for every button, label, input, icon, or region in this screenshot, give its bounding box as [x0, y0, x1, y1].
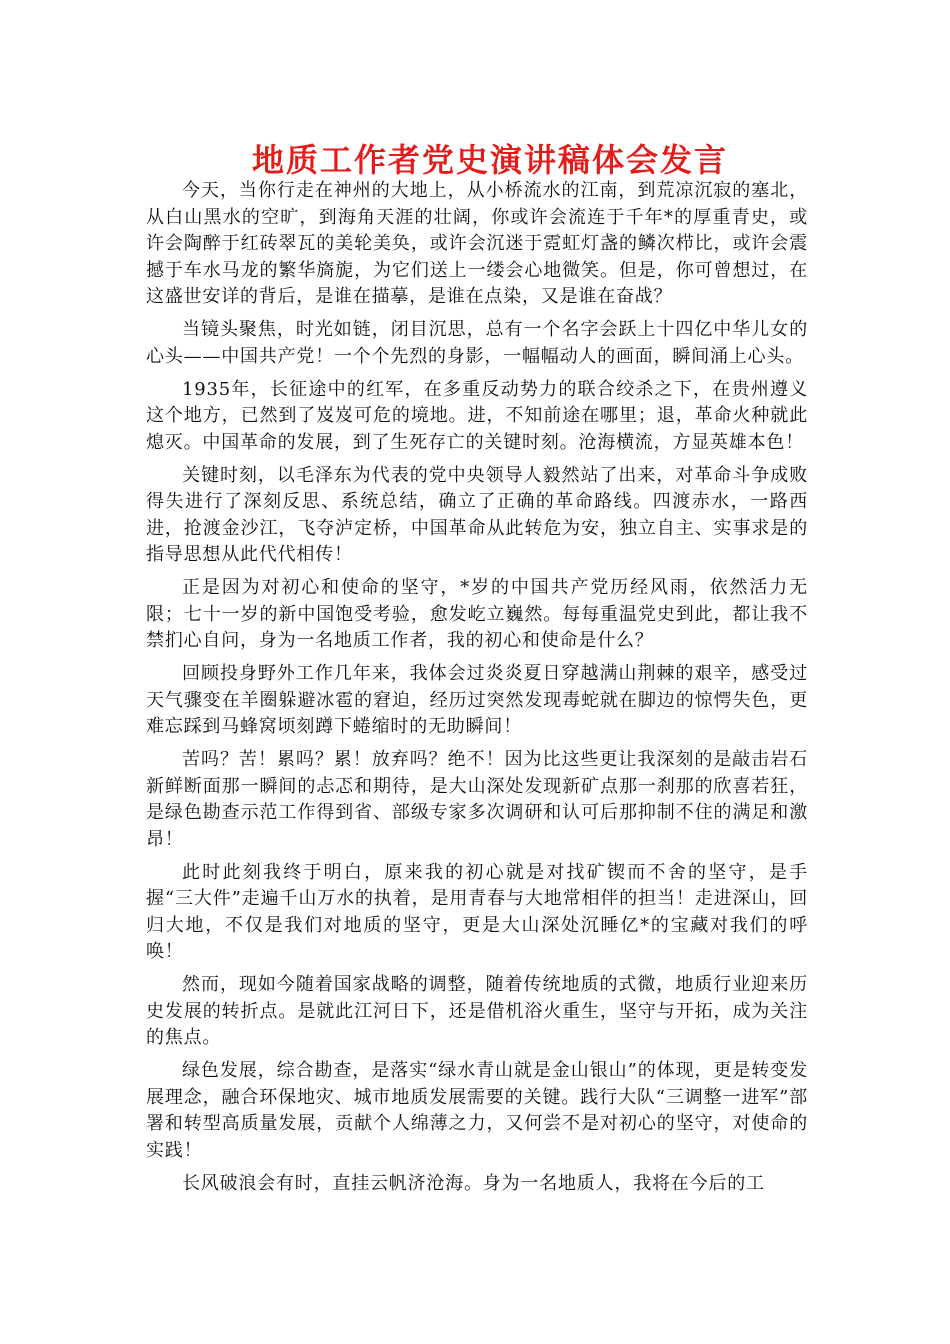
paragraph-11: 长风破浪会有时，直挂云帆济沧海。身为一名地质人，我将在今后的工 [182, 1172, 765, 1194]
paragraph-9: 然而，现如今随着国家战略的调整，随着传统地质的式微，地质行业迎来历史发展的转折点。是就此江河日下，还是借机浴火重生，坚守与开拓，成为关注的焦点。 [146, 974, 808, 1048]
paragraph-3: 1935年，长征途中的红军，在多重反动势力的联合绞杀之下，在贵州遵义这个地方，已然到了岌岌可危的境地。进，不知前途在哪里；退，革命火种就此熄灭。中国革命的发展，到了生死存亡的关键时刻。沧海横流，方显英雄本色！ [146, 378, 808, 453]
paragraph-2: 当镜头聚焦，时光如链，闭目沉思，总有一个名字会跃上十四亿中华儿女的心头——中国共产党！一个个先烈的身影，一幅幅动人的画面，瞬间涌上心头。 [146, 319, 808, 367]
paragraph-10: 绿色发展，综合勘查，是落实“绿水青山就是金山银山”的体现，更是转变发展理念，融合环保地灾、城市地质发展需要的关键。践行大队“三调整一进军”部署和转型高质量发展，贡献个人绵薄之力，又何尝不是对初心的坚守，对使命的实践！ [146, 1060, 808, 1161]
paragraph-5: 正是因为对初心和使命的坚守，*岁的中国共产党历经风雨，依然活力无限；七十一岁的新中国饱受考验，愈发屹立巍然。每每重温党史到此，都让我不禁扪心自问，身为一名地质工作者，我的初心和使命是什么？ [146, 577, 808, 651]
document-title: 地质工作者党史演讲稿体会发言 [251, 141, 728, 179]
paragraph-6: 回顾投身野外工作几年来，我体会过炎炎夏日穿越满山荆棘的艰辛，感受过天气骤变在羊圈躲避冰雹的窘迫，经历过突然发现毒蛇就在脚边的惊愕失色，更难忘踩到马蜂窝顷刻蹲下蜷缩时的无助瞬间！ [146, 663, 808, 737]
paragraph-8: 此时此刻我终于明白，原来我的初心就是对找矿锲而不舍的坚守，是手握“三大件”走遍千山万水的执着，是用青春与大地常相伴的担当！走进深山，回归大地，不仅是我们对地质的坚守，更是大山深处沉睡亿*的宝藏对我们的呼唤！ [146, 861, 808, 962]
paragraph-1: 今天，当你行走在神州的大地上，从小桥流水的江南，到荒凉沉寂的塞北，从白山黑水的空旷，到海角天涯的壮阔，你或许会流连于千年*的厚重青史，或许会陶醉于红砖翠瓦的美轮美奂，或许会沉迷于霓虹灯盏的鳞次栉比，或许会震撼于车水马龙的繁华旖旎，为它们送上一缕会心地微笑。但是，你可曾想过，在这盛世安详的背后，是谁在描摹，是谁在点染，又是谁在奋战？ [146, 180, 808, 307]
paragraph-7: 苦吗？苦！累吗？累！放弃吗？绝不！因为比这些更让我深刻的是敲击岩石新鲜断面那一瞬间的忐忑和期待，是大山深处发现新矿点那一刹那的欣喜若狂，是绿色勘查示范工作得到省、部级专家多次调研和认可后那抑制不住的满足和激昂！ [146, 749, 808, 850]
paragraph-4: 关键时刻，以毛泽东为代表的党中央领导人毅然站了出来，对革命斗争成败得失进行了深刻反思、系统总结，确立了正确的革命路线。四渡赤水，一路西进，抢渡金沙江，飞夺泸定桥，中国革命从此转危为安，独立自主、实事求是的指导思想从此代代相传！ [146, 464, 808, 565]
document-body [146, 178, 808, 1204]
